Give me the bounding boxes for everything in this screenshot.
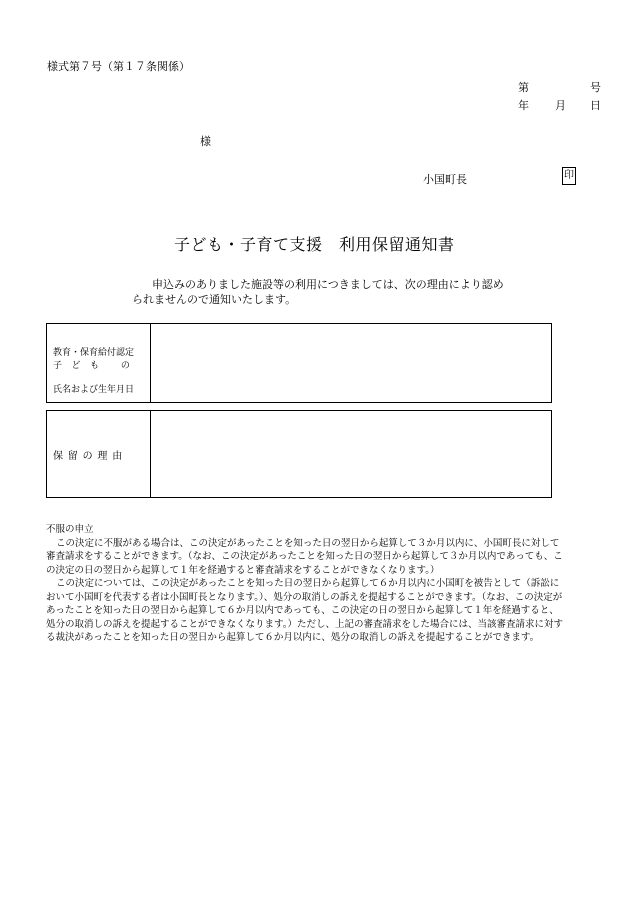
reason-label-cell bbox=[47, 411, 151, 497]
child-info-label-cell bbox=[47, 324, 151, 402]
issuer-name: 小国町長 bbox=[423, 173, 467, 186]
child-info-label-line3: 氏名および生年月日 bbox=[53, 385, 135, 395]
objection-paragraph-1: この決定に不服がある場合は、この決定があったことを知った日の翌日から起算して３か月以内に、小国町長に対して審査請求をすることができます。（なお、この決定があったことを知った日の翌日から起算して３か月以内であっても、この決定の日の翌日から起算して１年を経過すると審査請求をすることができなくなります。） bbox=[46, 537, 563, 576]
child-info-label-line2: 子ども の bbox=[53, 361, 140, 371]
date-month-label: 月 bbox=[555, 99, 566, 112]
seal-mark: 印 bbox=[562, 167, 576, 185]
objection-section bbox=[46, 523, 566, 645]
objection-paragraph-2: この決定については、この決定があったことを知った日の翌日から起算して６か月以内に小国町を被告として（訴訟において小国町を代表する者は小国町長となります。）、処分の取消しの訴えを提起することができます。（なお、この決定があったことを知った日の翌日から起算して６か月以内であっても、この決定の日の翌日から起算して１年を経過すると、処分の取消しの訴えを提起することができなくなります。）ただし、上記の審査請求をした場合には、当該審査請求に対する裁決があったことを知った日の翌日から起算して６か月以内に、処分の取消しの訴えを提起することができます。 bbox=[46, 578, 563, 643]
number-label-go: 号 bbox=[590, 81, 601, 94]
date-day-label: 日 bbox=[590, 99, 601, 112]
child-info-label-line1: 教育・保育給付認定 bbox=[53, 348, 135, 358]
addressee-honorific: 様 bbox=[200, 135, 211, 148]
child-info-box bbox=[46, 323, 552, 403]
objection-heading: 不服の申立 bbox=[46, 524, 94, 535]
document-title: 子ども・子育て支援 利用保留通知書 bbox=[174, 235, 455, 254]
date-year-label: 年 bbox=[518, 99, 529, 112]
reason-label: 保留の理由 bbox=[53, 451, 127, 462]
reason-box bbox=[46, 410, 552, 498]
intro-text: 申込みのありました施設等の利用につきましては、次の理由により認められませんので通知いたします。 bbox=[132, 278, 504, 306]
number-label-dai: 第 bbox=[518, 81, 529, 94]
form-number: 様式第７号（第１７条関係） bbox=[47, 60, 190, 73]
